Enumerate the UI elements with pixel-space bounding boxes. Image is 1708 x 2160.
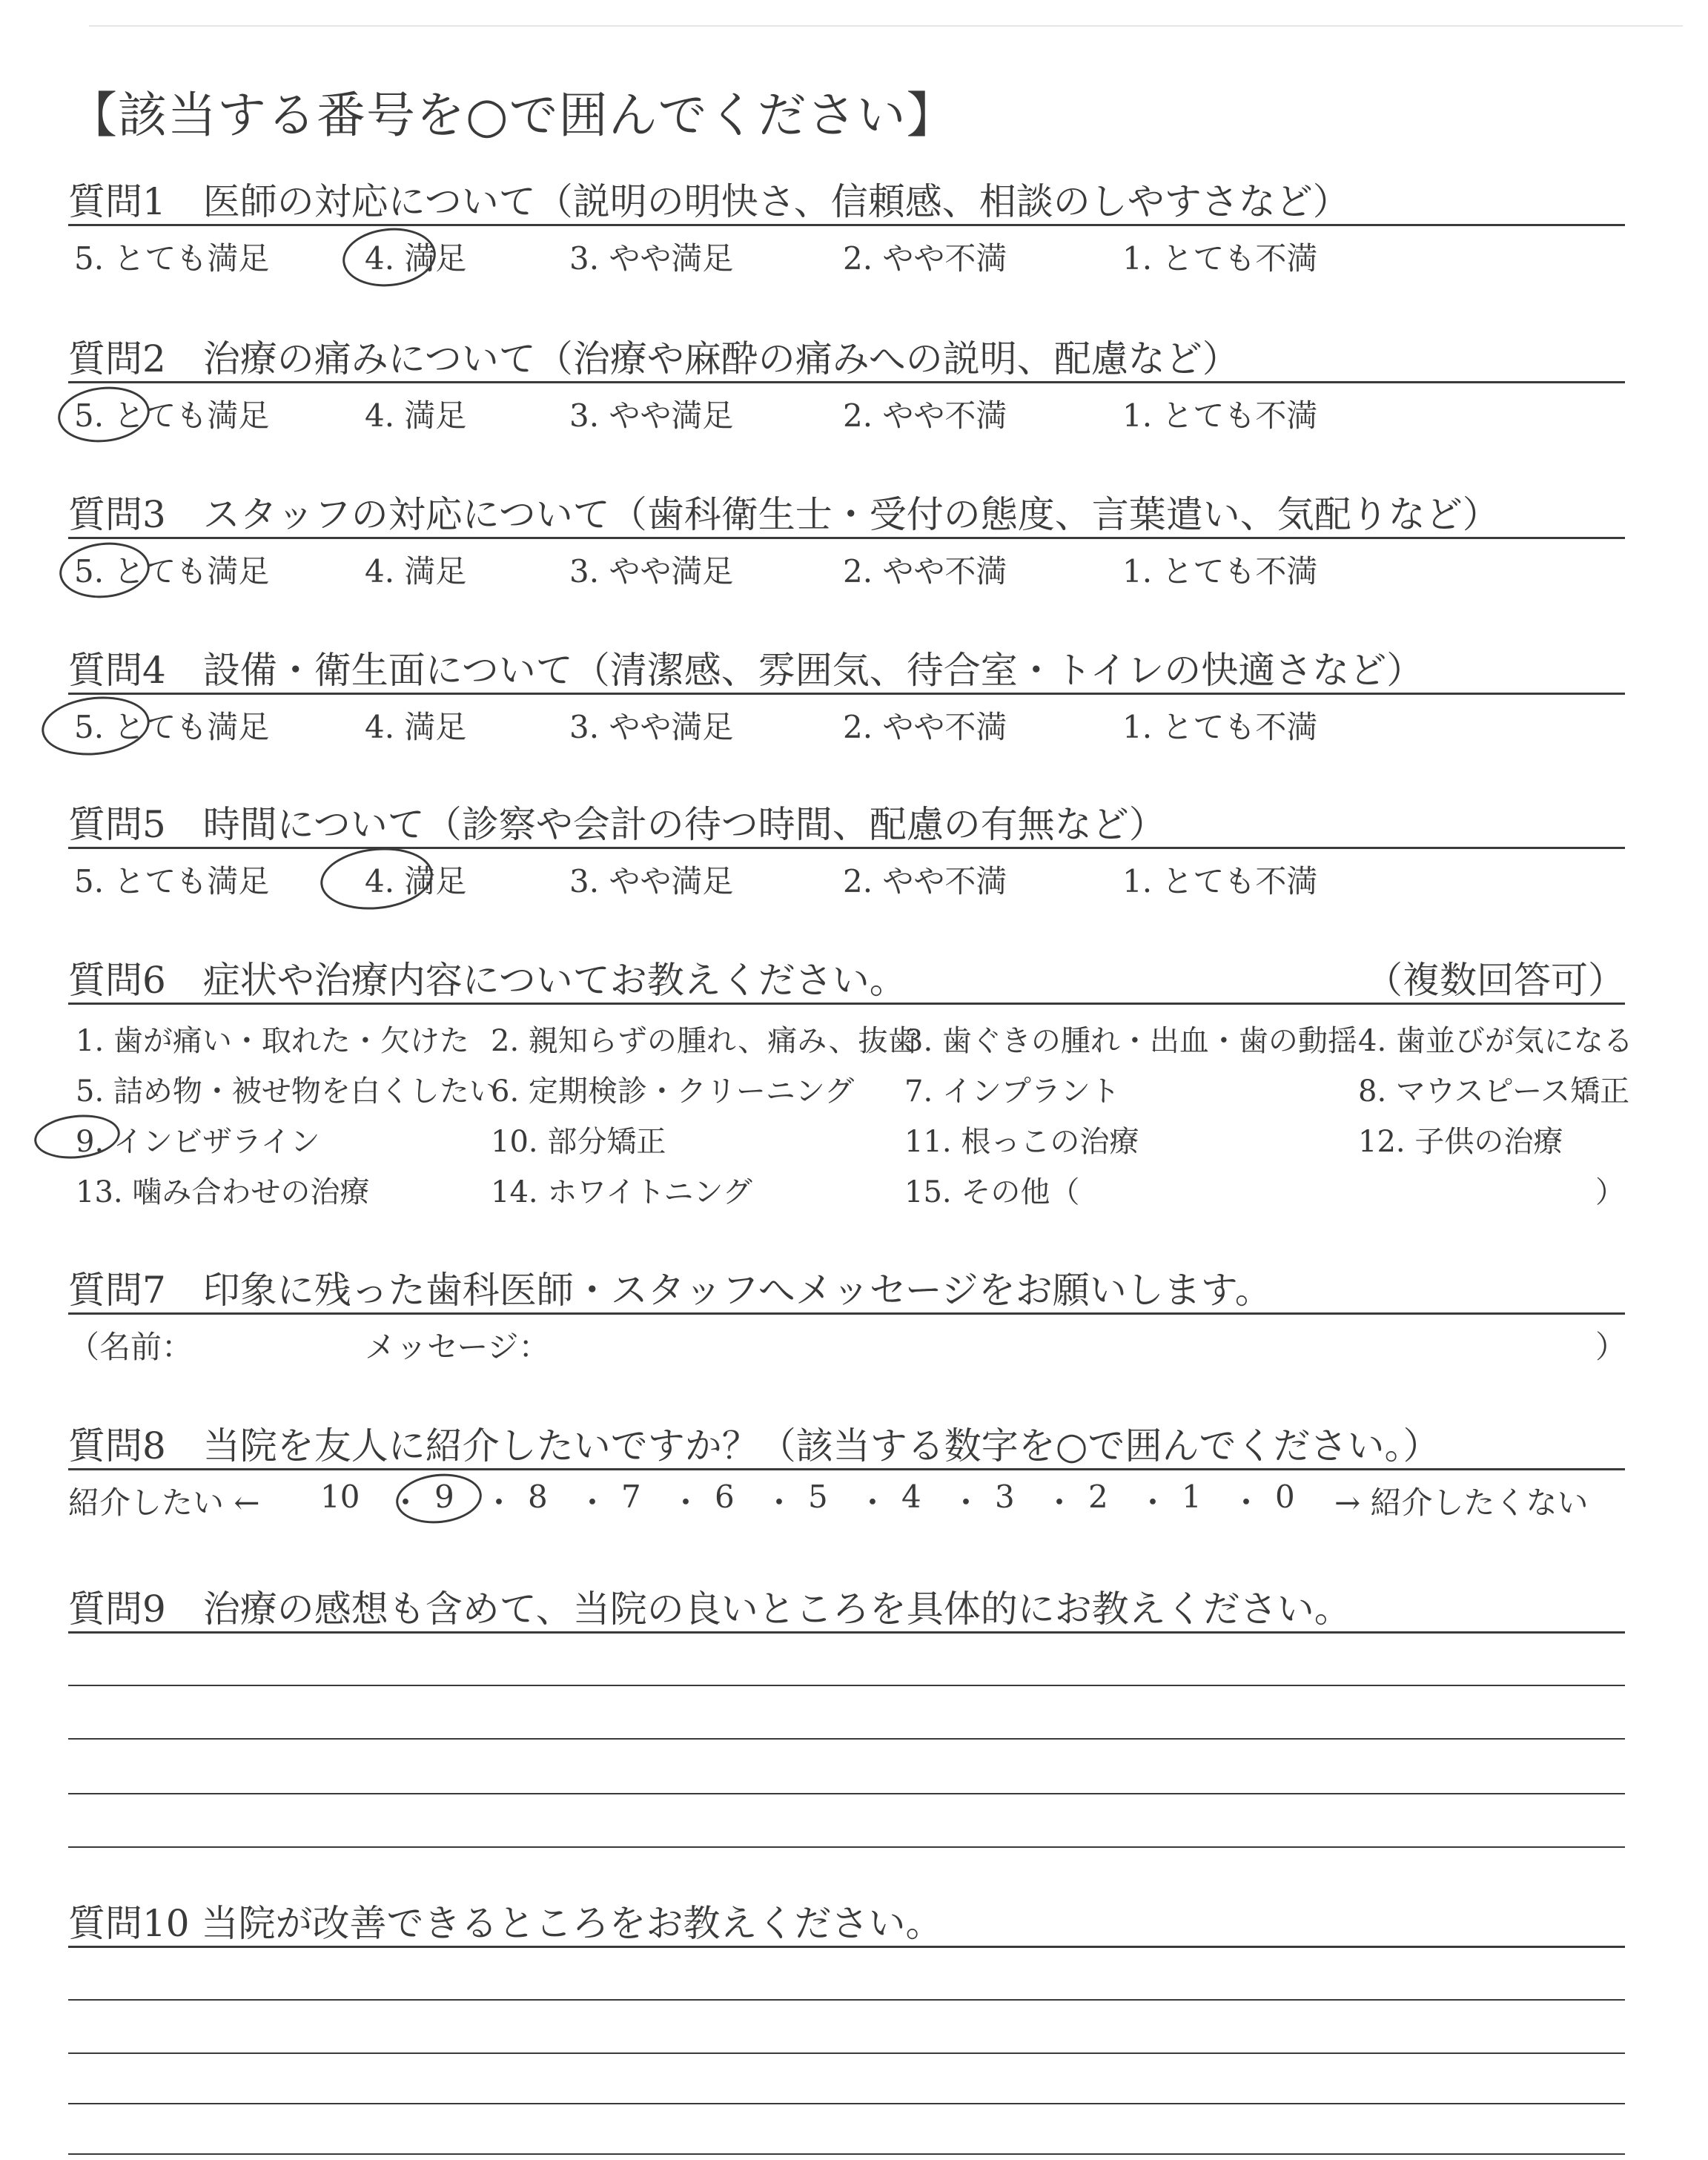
- option-3[interactable]: 3. やや満足: [569, 240, 734, 277]
- symptom-option-9[interactable]: 9. インビザライン: [76, 1125, 320, 1159]
- divider: [68, 1631, 1625, 1634]
- option-5[interactable]: 5. とても満足: [74, 240, 270, 277]
- question-title: 質問6 症状や治療内容についてお教えください。: [68, 959, 907, 1002]
- symptom-option-5[interactable]: 5. 詰め物・被せ物を白くしたい: [76, 1074, 499, 1109]
- selection-circle: [317, 842, 436, 914]
- divider: [68, 224, 1625, 226]
- scale-2[interactable]: 2: [1088, 1479, 1108, 1515]
- answer-line[interactable]: [68, 1738, 1625, 1740]
- option-5[interactable]: 5. とても満足: [74, 863, 270, 899]
- scale-separator: ・: [857, 1484, 889, 1521]
- answer-line[interactable]: [68, 1846, 1625, 1848]
- divider: [68, 693, 1625, 695]
- scale-separator: ・: [950, 1484, 982, 1521]
- selection-circle: [39, 692, 152, 761]
- option-2[interactable]: 2. やや不満: [843, 863, 1007, 899]
- question-title: 質問5 時間について（診察や会計の待つ時間、配慮の有無など）: [68, 803, 1166, 846]
- divider: [68, 1468, 1625, 1470]
- question-6: [68, 951, 1633, 1232]
- option-4[interactable]: 4. 満足: [365, 863, 467, 899]
- symptom-option-6[interactable]: 6. 定期検診・クリーニング: [491, 1074, 855, 1109]
- scale-separator: ・: [1137, 1484, 1169, 1521]
- divider: [68, 847, 1625, 849]
- divider: [68, 1312, 1625, 1315]
- symptom-option-8[interactable]: 8. マウスピース矯正: [1358, 1074, 1630, 1109]
- scale-10[interactable]: 10: [320, 1479, 360, 1515]
- scale-4[interactable]: 4: [901, 1479, 921, 1515]
- answer-line[interactable]: [68, 2052, 1625, 2054]
- question-5: [68, 795, 1625, 958]
- question-title: 質問9 治療の感想も含めて、当院の良いところを具体的にお教えください。: [68, 1588, 1351, 1631]
- scale-separator: ・: [483, 1484, 515, 1521]
- option-2[interactable]: 2. やや不満: [843, 553, 1007, 589]
- question-7: [68, 1261, 1625, 1372]
- question-2: [68, 329, 1625, 492]
- question-10: [68, 1894, 1625, 1968]
- question-title: 質問10 当院が改善できるところをお教えください。: [68, 1902, 943, 1945]
- scale-separator: ・: [1231, 1484, 1262, 1521]
- scale-7[interactable]: 7: [621, 1479, 641, 1515]
- symptom-option-1[interactable]: 1. 歯が痛い・取れた・欠けた: [76, 1024, 469, 1058]
- symptom-option-10[interactable]: 10. 部分矯正: [491, 1125, 666, 1159]
- answer-line[interactable]: [68, 2153, 1625, 2155]
- scale-8[interactable]: 8: [528, 1479, 548, 1515]
- question-8: [68, 1416, 1625, 1527]
- option-1[interactable]: 1. とても不満: [1122, 397, 1318, 434]
- question-title: 質問4 設備・衛生面について（清潔感、雰囲気、待合室・トイレの快適さなど）: [68, 649, 1424, 692]
- scale-1[interactable]: 1: [1182, 1479, 1202, 1515]
- answer-line[interactable]: [68, 1793, 1625, 1794]
- option-4[interactable]: 4. 満足: [365, 553, 467, 589]
- option-4[interactable]: 4. 満足: [365, 240, 467, 277]
- scale-3[interactable]: 3: [995, 1479, 1015, 1515]
- divider: [68, 381, 1625, 383]
- option-2[interactable]: 2. やや不満: [843, 240, 1007, 277]
- question-3: [68, 485, 1625, 648]
- option-3[interactable]: 3. やや満足: [569, 709, 734, 745]
- message-label: メッセージ：: [365, 1329, 550, 1365]
- symptom-option-2[interactable]: 2. 親知らずの腫れ、痛み、抜歯: [491, 1024, 918, 1058]
- symptom-option-11[interactable]: 11. 根っこの治療: [904, 1125, 1139, 1159]
- answer-line[interactable]: [68, 1685, 1625, 1686]
- top-border-line: [89, 25, 1683, 27]
- symptom-option-15[interactable]: 15. その他（: [904, 1175, 1080, 1209]
- symptom-option-14[interactable]: 14. ホワイトニング: [491, 1175, 752, 1209]
- multiple-answers-note: （複数回答可）: [1366, 959, 1625, 1002]
- question-1: [68, 172, 1625, 335]
- divider: [68, 537, 1625, 539]
- scale-5[interactable]: 5: [808, 1479, 828, 1515]
- name-label: （名前：: [68, 1329, 193, 1365]
- option-1[interactable]: 1. とても不満: [1122, 863, 1318, 899]
- scale-separator: ・: [670, 1484, 702, 1521]
- symptom-option-12[interactable]: 12. 子供の治療: [1358, 1125, 1563, 1159]
- symptom-option-4[interactable]: 4. 歯並びが気になる: [1358, 1024, 1633, 1058]
- option-3[interactable]: 3. やや満足: [569, 553, 734, 589]
- scale-separator: ・: [390, 1484, 422, 1521]
- question-4: [68, 641, 1625, 804]
- option-5[interactable]: 5. とても満足: [74, 709, 270, 745]
- question-title: 質問2 治療の痛みについて（治療や麻酔の痛みへの説明、配慮など）: [68, 337, 1239, 380]
- option-5[interactable]: 5. とても満足: [74, 397, 270, 434]
- scale-separator: ・: [577, 1484, 609, 1521]
- answer-line[interactable]: [68, 2103, 1625, 2104]
- option-4[interactable]: 4. 満足: [365, 709, 467, 745]
- question-title: 質問1 医師の対応について（説明の明快さ、信頼感、相談のしやすさなど）: [68, 180, 1350, 223]
- scale-9[interactable]: 9: [434, 1479, 454, 1515]
- divider: [68, 1946, 1625, 1948]
- scale-0[interactable]: 0: [1275, 1479, 1295, 1515]
- scale-separator: ・: [1044, 1484, 1076, 1521]
- other-close-paren: ）: [1595, 1175, 1625, 1209]
- scale-separator: ・: [764, 1484, 795, 1521]
- option-3[interactable]: 3. やや満足: [569, 863, 734, 899]
- question-title: 質問7 印象に残った歯科医師・スタッフへメッセージをお願いします。: [68, 1269, 1272, 1312]
- option-1[interactable]: 1. とても不満: [1122, 553, 1318, 589]
- recommend-right-label: → 紹介したくない: [1334, 1484, 1589, 1521]
- question-9: [68, 1579, 1625, 1654]
- scale-6[interactable]: 6: [715, 1479, 735, 1515]
- option-1[interactable]: 1. とても不満: [1122, 240, 1318, 277]
- question-title: 質問8 当院を友人に紹介したいですか？（該当する数字を○で囲んでください。）: [68, 1424, 1440, 1467]
- symptom-option-7[interactable]: 7. インプラント: [904, 1074, 1120, 1109]
- option-4[interactable]: 4. 満足: [365, 397, 467, 434]
- symptom-option-13[interactable]: 13. 噛み合わせの治療: [76, 1175, 370, 1209]
- message-close-paren: ）: [1595, 1329, 1627, 1365]
- recommend-left-label: 紹介したい ←: [68, 1484, 260, 1521]
- option-2[interactable]: 2. やや不満: [843, 397, 1007, 434]
- option-1[interactable]: 1. とても不満: [1122, 709, 1318, 745]
- option-3[interactable]: 3. やや満足: [569, 397, 734, 434]
- option-5[interactable]: 5. とても満足: [74, 553, 270, 589]
- page-title: 【該当する番号を○で囲んでください】: [68, 87, 956, 144]
- option-2[interactable]: 2. やや不満: [843, 709, 1007, 745]
- answer-line[interactable]: [68, 1999, 1625, 2001]
- divider: [68, 1003, 1625, 1005]
- question-title: 質問3 スタッフの対応について（歯科衛生士・受付の態度、言葉遣い、気配りなど）: [68, 493, 1500, 536]
- symptom-option-3[interactable]: 3. 歯ぐきの腫れ・出血・歯の動揺: [904, 1024, 1357, 1058]
